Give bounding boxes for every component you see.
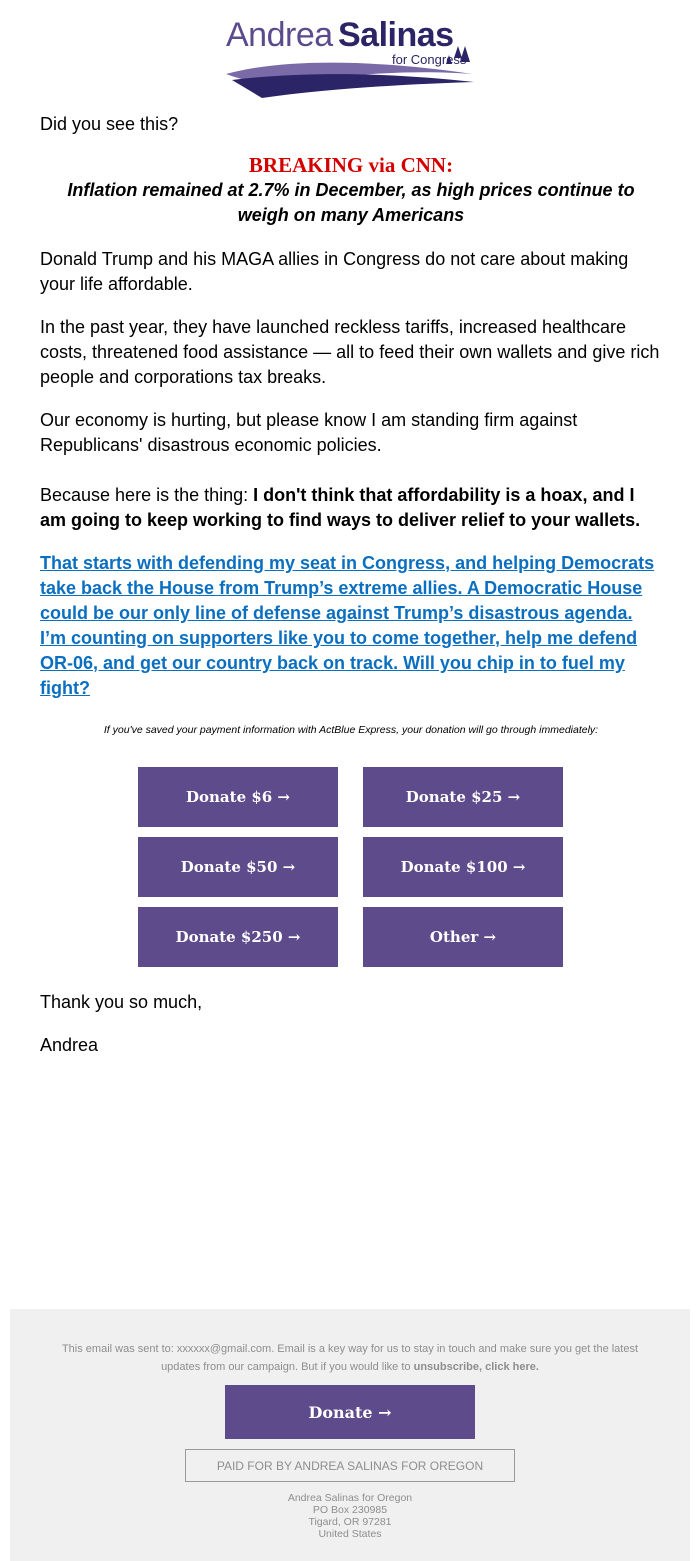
donate-100-button[interactable]: Donate $100 → <box>363 837 563 897</box>
intro-text: Did you see this? <box>40 114 179 134</box>
paragraph-affordability-hoax <box>40 483 662 533</box>
footer-donate-button[interactable]: Donate → <box>225 1385 475 1439</box>
paragraph-past-year: In the past year, they have launched reckless tariffs, increased healthcare costs, threatened food assistance — all to feed their own wallets and give rich people and corporations tax breaks. <box>40 317 660 387</box>
mailing-address <box>10 1492 690 1540</box>
paragraph-bold-statement: I don't think that affordability is a hoax, and I am going to keep working to find ways to deliver relief to your wallets. <box>40 485 641 530</box>
paragraph-affordability: Donald Trump and his MAGA allies in Congress do not care about making your life affordable. <box>40 249 629 294</box>
address-line: PO Box 230985 <box>312 1504 388 1516</box>
paragraph-prefix: Because here is the thing: <box>40 485 254 505</box>
paid-for-disclaimer: PAID FOR BY ANDREA SALINAS FOR OREGON <box>185 1449 515 1482</box>
unsubscribe-link[interactable]: unsubscribe, click here. <box>413 1361 539 1373</box>
donate-250-button[interactable]: Donate $250 → <box>138 907 338 967</box>
logo-tagline: for Congress <box>392 52 467 67</box>
donate-6-button[interactable]: Donate $6 → <box>138 767 338 827</box>
signoff: Thank you so much, <box>40 992 203 1012</box>
cta-paragraph <box>40 551 662 701</box>
actblue-express-note: If you've saved your payment information with ActBlue Express, your donation will go through immediately: <box>103 724 599 736</box>
logo-last-name: Salinas <box>338 16 454 54</box>
sent-to-prefix: This email was sent to: <box>61 1343 177 1355</box>
recipient-email: xxxxxx@gmail.com <box>176 1343 272 1355</box>
donate-other-button[interactable]: Other → <box>363 907 563 967</box>
address-line: Andrea Salinas for Oregon <box>287 1492 413 1504</box>
news-headline: Inflation remained at 2.7% in December, as high prices continue to weigh on many Americans <box>67 180 635 225</box>
campaign-logo <box>222 14 478 98</box>
donate-25-button[interactable]: Donate $25 → <box>363 767 563 827</box>
signature: Andrea <box>40 1035 99 1055</box>
address-line: Tigard, OR 97281 <box>308 1516 392 1528</box>
donate-50-button[interactable]: Donate $50 → <box>138 837 338 897</box>
footer-middle-text: . Email is a key way for us to stay in touch and make sure you get the latest updates from our campaign. But if you would like to <box>161 1343 639 1373</box>
logo-first-name: Andrea <box>226 16 333 54</box>
footer-disclaimer <box>50 1340 650 1376</box>
breaking-label: BREAKING via CNN: <box>248 153 454 177</box>
address-line: United States <box>318 1528 382 1540</box>
paragraph-economy: Our economy is hurting, but please know I am standing firm against Republicans' disastrous economic policies. <box>40 410 578 455</box>
email-footer <box>10 1309 690 1561</box>
chip-in-link[interactable]: That starts with defending my seat in Congress, and helping Democrats take back the House from Trump’s extreme allies. A Democratic House could be our only line of defense against Trump’s disastrous agenda. I’m counting on supporters like you to come together, help me defend OR-06, and get our country back on track. Will you chip in to fuel my fight? <box>40 553 655 698</box>
